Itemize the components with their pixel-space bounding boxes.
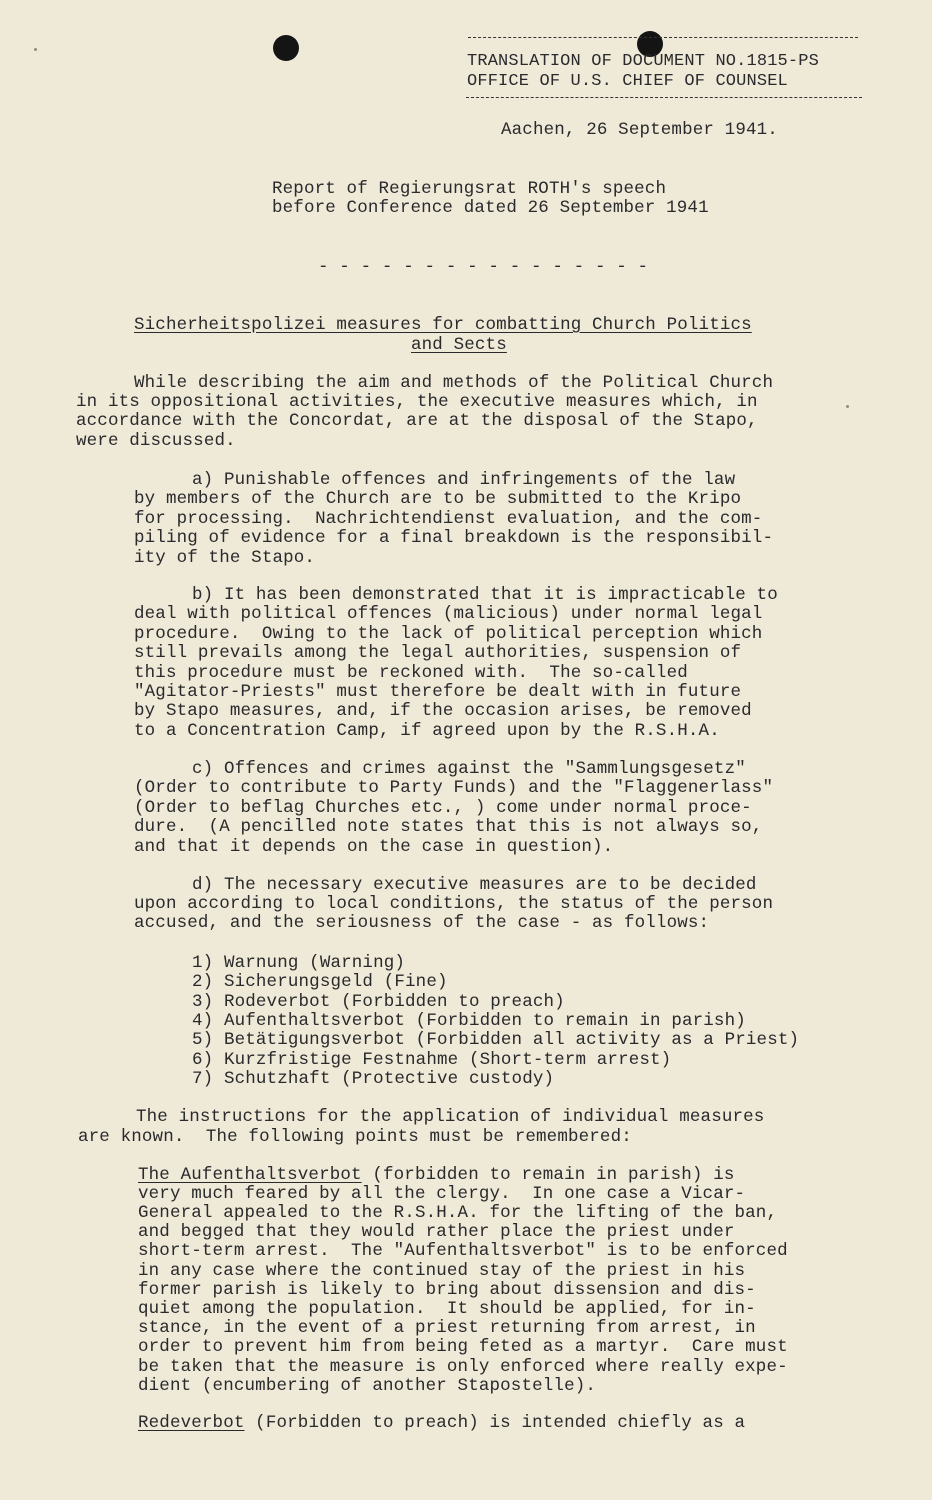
aufenthaltsverbot-term: The Aufenthaltsverbot — [138, 1165, 362, 1185]
list-item: 5) Betätigungsverbot (Forbidden all activity as a Priest) — [192, 1030, 800, 1050]
text-line: accordance with the Concordat, are at the disposal of the Stapo, — [76, 411, 758, 431]
text-line: procedure. Owing to the lack of political perception which — [134, 624, 763, 644]
text-line: quiet among the population. It should be applied, for in- — [138, 1299, 756, 1319]
text-line: "Agitator-Priests" must therefore be dealt with in future — [134, 682, 742, 702]
punch-hole-left — [273, 35, 299, 61]
redeverbot-term: Redeverbot — [138, 1413, 245, 1433]
text-line: by members of the Church are to be submitted to the Kripo — [134, 489, 742, 509]
text-line: b) It has been demonstrated that it is impracticable to — [192, 585, 778, 605]
text-line: General appealed to the R.S.H.A. for the lifting of the ban, — [138, 1203, 778, 1223]
text-line: (Order to contribute to Party Funds) and the "Flaggenerlass" — [134, 778, 774, 798]
text-line: stance, in the event of a priest returning from arrest, in — [138, 1318, 756, 1338]
text-line: dure. (A pencilled note states that this is not always so, — [134, 817, 763, 837]
text-line: order to prevent him from being feted as a martyr. Care must — [138, 1337, 788, 1357]
text-line: deal with political offences (malicious) under normal legal — [134, 604, 763, 624]
list-item: 4) Aufenthaltsverbot (Forbidden to remain in parish) — [192, 1011, 746, 1031]
aufenthaltsverbot-first-rest: (forbidden to remain in parish) is — [361, 1165, 735, 1185]
text-line: and begged that they would rather place the priest under — [138, 1222, 735, 1242]
list-item: 1) Warnung (Warning) — [192, 953, 406, 973]
dateline: Aachen, 26 September 1941. — [501, 120, 778, 140]
margin-mark — [34, 48, 37, 51]
text-line: ity of the Stapo. — [134, 548, 316, 568]
text-line: d) The necessary executive measures are to be decided — [192, 875, 757, 895]
text-line: dient (encumbering of another Stapostelle). — [138, 1376, 597, 1396]
section-heading-line-1: Sicherheitspolizei measures for combatting Church Politics — [134, 315, 752, 335]
text-line: be taken that the measure is only enforced where really expe- — [138, 1357, 788, 1377]
header-bottom-rule — [466, 97, 862, 98]
text-line: former parish is likely to bring about dissension and dis- — [138, 1280, 756, 1300]
margin-mark-2 — [846, 405, 849, 408]
text-line: are known. The following points must be remembered: — [78, 1127, 632, 1147]
section-heading-line-2: and Sects — [411, 335, 507, 355]
redeverbot-line — [138, 1414, 745, 1433]
text-line: in its oppositional activities, the executive measures which, in — [76, 392, 758, 412]
text-line: While describing the aim and methods of the Political Church — [134, 373, 774, 393]
list-item: 3) Rodeverbot (Forbidden to preach) — [192, 992, 565, 1012]
text-line: this procedure must be reckoned with. The so-called — [134, 663, 688, 683]
header-office-line: OFFICE OF U.S. CHIEF OF COUNSEL — [467, 72, 788, 91]
text-line: c) Offences and crimes against the "Sammlungsgesetz" — [192, 759, 746, 779]
list-item: 2) Sicherungsgeld (Fine) — [192, 972, 448, 992]
header-top-rule — [468, 37, 858, 38]
text-line: very much feared by all the clergy. In one case a Vicar- — [138, 1184, 746, 1204]
text-line: were discussed. — [76, 431, 236, 451]
text-line: (Order to beflag Churches etc., ) come under normal proce- — [134, 798, 752, 818]
text-line — [138, 1166, 735, 1185]
text-line: a) Punishable offences and infringements of the law — [192, 470, 736, 490]
text-line: by Stapo measures, and, if the occasion arises, be removed — [134, 701, 752, 721]
text-line: accused, and the seriousness of the case - as follows: — [134, 913, 710, 933]
text-line: for processing. Nachrichtendienst evaluation, and the com- — [134, 509, 763, 529]
text-line: to a Concentration Camp, if agreed upon by the R.S.H.A. — [134, 721, 720, 741]
text-line: and that it depends on the case in question). — [134, 837, 614, 857]
text-line: short-term arrest. The "Aufenthaltsverbot" is to be enforced — [138, 1241, 788, 1261]
text-line: The instructions for the application of individual measures — [136, 1107, 765, 1127]
list-item: 7) Schutzhaft (Protective custody) — [192, 1069, 555, 1089]
text-line: still prevails among the legal authorities, suspension of — [134, 643, 742, 663]
text-line: upon according to local conditions, the status of the person — [134, 894, 774, 914]
text-line: piling of evidence for a final breakdown is the responsibil- — [134, 528, 774, 548]
report-title-line-2: before Conference dated 26 September 1941 — [272, 198, 709, 218]
redeverbot-rest: (Forbidden to preach) is intended chiefly as a — [244, 1413, 746, 1433]
text-line: in any case where the continued stay of the priest in his — [138, 1261, 746, 1281]
list-item: 6) Kurzfristige Festnahme (Short-term arrest) — [192, 1050, 672, 1070]
dash-separator: - - - - - - - - - - - - - - - - — [318, 257, 649, 277]
header-translation-line: TRANSLATION OF DOCUMENT NO.1815-PS — [467, 52, 819, 71]
report-title-line-1: Report of Regierungsrat ROTH's speech — [272, 179, 667, 199]
